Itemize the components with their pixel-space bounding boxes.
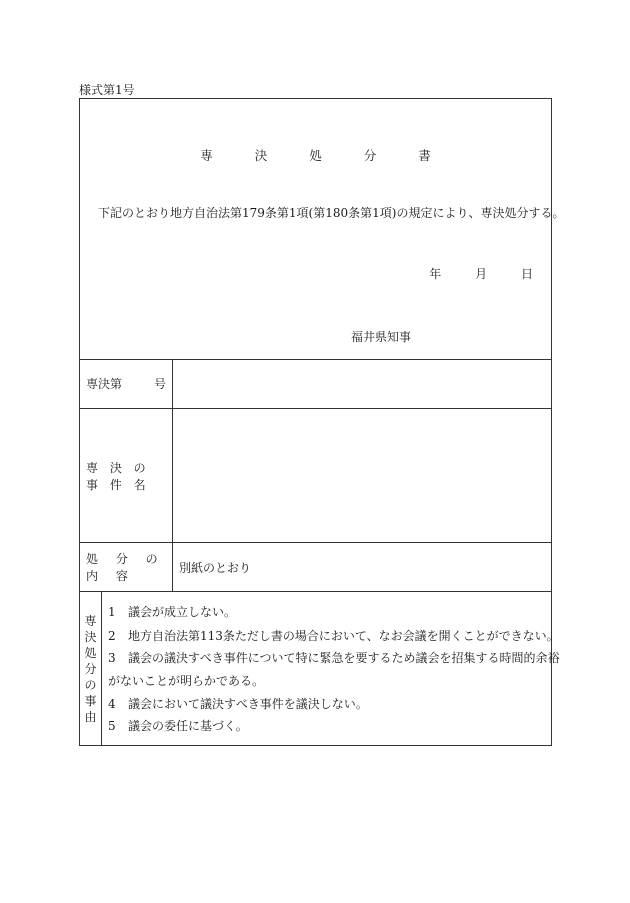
reasons-label-char: 由 [84, 709, 97, 724]
case-name-value[interactable] [173, 409, 551, 542]
reason-number: 1 [108, 605, 116, 619]
governor-signature: 福井県知事 [351, 330, 412, 344]
reasons-label-char: 決 [84, 629, 97, 644]
reason-text: 地方自治法第113条ただし書の場合において、なお会議を開くことができない。 [128, 629, 559, 643]
date-day: 日 [520, 267, 533, 281]
reasons-label-char: 専 [84, 613, 97, 628]
reason-item [108, 717, 248, 734]
preamble-text: 下記のとおり地方自治法第179条第1項(第180条第1項)の規定により、専決処分する。 [98, 206, 565, 220]
decision-number-prefix: 専決第 [86, 377, 123, 391]
reasons-label-char: の [84, 677, 97, 692]
document-header-section [80, 99, 565, 360]
reasons-label-char: 分 [84, 661, 97, 676]
reasons-label-char: 事 [84, 693, 97, 708]
row-case-name [80, 409, 551, 543]
date-month: 月 [475, 267, 488, 281]
reason-item [108, 603, 236, 620]
reason-text: 議会の議決すべき事件について特に緊急を要するため議会を招集する時間的余裕 [128, 651, 560, 665]
reasons-section [80, 592, 560, 745]
reasons-label-char: 処 [84, 645, 97, 660]
title-char: 分 [363, 148, 377, 163]
reason-text: 議会が成立しない。 [128, 605, 237, 619]
form-number: 様式第1号 [79, 83, 135, 97]
reason-number: 5 [108, 719, 116, 733]
title-char: 専 [200, 148, 213, 163]
reason-item [108, 695, 368, 712]
reason-number: 2 [108, 629, 116, 643]
reasons-list [102, 592, 560, 745]
reason-continuation: がないことが明らかである。 [108, 674, 265, 688]
row-disposition-content [80, 543, 551, 592]
case-name-label: 専 決 の 事 件 名 [80, 409, 173, 542]
reason-item [108, 627, 559, 644]
date-line [403, 265, 533, 282]
reason-text: 議会の委任に基づく。 [128, 719, 248, 733]
decision-number-value[interactable] [173, 359, 551, 408]
document-frame [79, 98, 565, 746]
title-char: 決 [254, 148, 268, 163]
reason-item [108, 649, 560, 666]
content-value: 別紙のとおり [179, 560, 252, 575]
reason-number: 3 [108, 651, 116, 665]
document-title [80, 146, 551, 164]
row-decision-number [80, 359, 551, 409]
content-label: 処 分 の 内 容 [80, 543, 173, 591]
title-char: 処 [309, 148, 322, 163]
date-year: 年 [429, 267, 442, 281]
title-char: 書 [418, 148, 431, 163]
reason-number: 4 [108, 697, 116, 711]
reasons-label [80, 592, 102, 745]
decision-number-label [80, 359, 173, 408]
decision-number-suffix: 号 [153, 377, 166, 391]
reason-text: 議会において議決すべき事件を議決しない。 [128, 697, 368, 711]
